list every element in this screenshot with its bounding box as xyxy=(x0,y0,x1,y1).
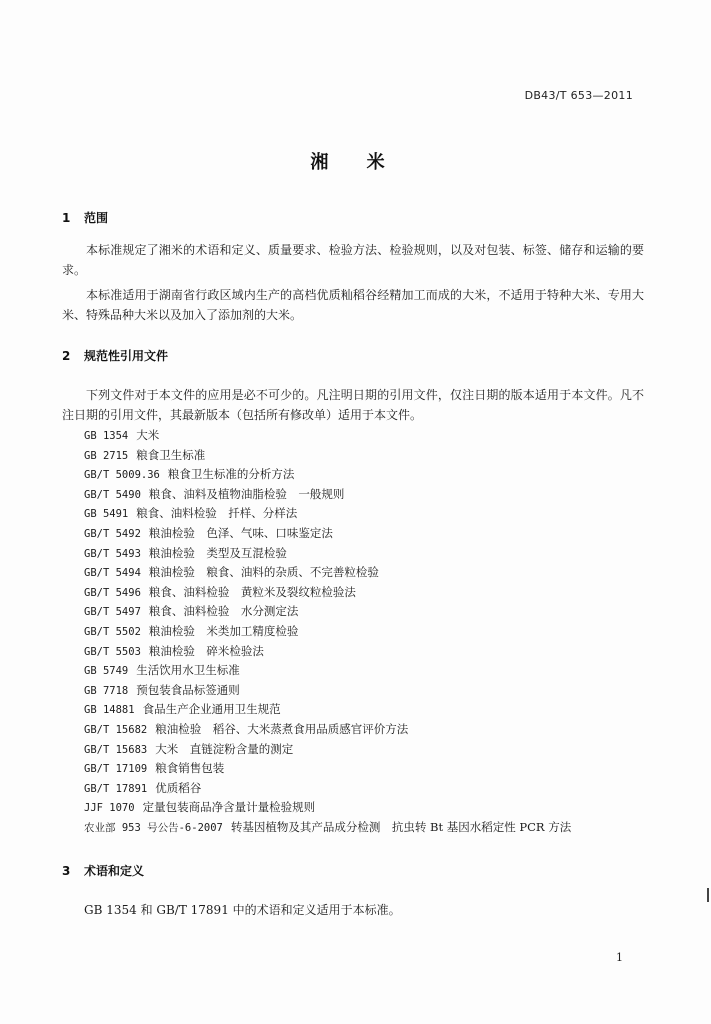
reference-code: 农业部 953 号公告-6-2007 xyxy=(84,821,223,834)
binding-edge-mark xyxy=(707,888,709,902)
reference-code: GB 2715 xyxy=(84,449,129,462)
reference-item xyxy=(84,818,571,838)
section-title: 术语和定义 xyxy=(84,864,145,878)
section-number: 2 xyxy=(62,349,71,363)
section-3-heading xyxy=(62,862,144,879)
reference-title: 大米 直链淀粉含量的测定 xyxy=(155,741,294,756)
reference-title: 粮食、油料及植物油脂检验 一般规则 xyxy=(148,486,345,501)
reference-code: GB/T 15683 xyxy=(84,743,148,756)
reference-item xyxy=(84,681,571,701)
reference-item xyxy=(84,740,571,760)
reference-item xyxy=(84,661,571,681)
reference-item xyxy=(84,700,571,720)
reference-item xyxy=(84,504,571,524)
section-number: 3 xyxy=(62,864,71,878)
section-title: 范围 xyxy=(84,211,109,225)
reference-title: 粮食、油料检验 水分测定法 xyxy=(148,604,299,619)
reference-item xyxy=(84,465,571,485)
section-number: 1 xyxy=(62,211,71,225)
reference-title: 粮食、油料检验 扦样、分样法 xyxy=(136,506,298,521)
reference-item xyxy=(84,759,571,779)
reference-title: 生活饮用水卫生标准 xyxy=(136,663,240,678)
standard-code: DB43/T 653—2011 xyxy=(524,89,633,102)
reference-title: 粮油检验 稻谷、大米蒸煮食用品质感官评价方法 xyxy=(155,721,409,736)
reference-title: 粮食卫生标准的分析方法 xyxy=(167,467,295,482)
section-title: 规范性引用文件 xyxy=(84,349,169,363)
reference-item xyxy=(84,798,571,818)
reference-code: GB 14881 xyxy=(84,704,135,717)
reference-item xyxy=(84,544,571,564)
reference-list xyxy=(84,426,571,837)
reference-item xyxy=(84,446,571,466)
reference-item xyxy=(84,485,571,505)
reference-item xyxy=(84,720,571,740)
reference-code: GB/T 5009.36 xyxy=(84,469,160,482)
reference-item xyxy=(84,779,571,799)
reference-title: 食品生产企业通用卫生规范 xyxy=(142,702,281,717)
reference-title: 定量包装商品净含量计量检验规则 xyxy=(142,800,316,815)
reference-title: 预包装食品标签通则 xyxy=(136,682,240,697)
reference-title: 粮食卫生标准 xyxy=(136,447,206,462)
reference-code: GB/T 5493 xyxy=(84,547,141,560)
reference-title: 大米 xyxy=(136,428,160,442)
section-1-paragraph-2: 本标准适用于湖南省行政区域内生产的高档优质籼稻谷经精加工而成的大米，不适用于特种大米、专用大米、特殊品种大米以及加入了添加剂的大米。 xyxy=(62,288,644,322)
reference-code: GB/T 15682 xyxy=(84,723,148,736)
reference-title: 粮食销售包装 xyxy=(155,761,225,776)
reference-code: GB 1354 xyxy=(84,430,129,442)
page-number: 1 xyxy=(616,951,623,964)
reference-item xyxy=(84,426,571,446)
reference-code: GB 5491 xyxy=(84,508,129,521)
reference-code: GB/T 5492 xyxy=(84,527,141,540)
reference-code: GB/T 17109 xyxy=(84,763,148,776)
reference-code: JJF 1070 xyxy=(84,802,135,815)
section-3-paragraph-1: GB 1354 和 GB/T 17891 中的术语和定义适用于本标准。 xyxy=(84,903,401,917)
reference-title: 粮食、油料检验 黄粒米及裂纹粒检验法 xyxy=(148,584,356,599)
reference-item xyxy=(84,563,571,583)
reference-title: 粮油检验 类型及互混检验 xyxy=(148,545,287,560)
section-2-heading xyxy=(62,347,168,364)
reference-code: GB/T 5494 xyxy=(84,567,141,580)
reference-code: GB/T 5496 xyxy=(84,586,141,599)
reference-title: 转基因植物及其产品成分检测 抗虫转 Bt 基因水稻定性 PCR 方法 xyxy=(230,819,572,834)
reference-code: GB/T 17891 xyxy=(84,782,148,795)
reference-title: 优质稻谷 xyxy=(155,780,202,795)
reference-item xyxy=(84,602,571,622)
reference-code: GB/T 5503 xyxy=(84,645,141,658)
section-2-intro: 下列文件对于本文件的应用是必不可少的。凡注明日期的引用文件，仅注日期的版本适用于本文件。凡不注日期的引用文件，其最新版本（包括所有修改单）适用于本文件。 xyxy=(62,388,644,422)
reference-item xyxy=(84,642,571,662)
reference-item xyxy=(84,583,571,603)
reference-title: 粮油检验 碎米检验法 xyxy=(148,643,264,658)
reference-item xyxy=(84,622,571,642)
document-title: 湘 米 xyxy=(310,152,401,173)
reference-code: GB/T 5497 xyxy=(84,606,141,619)
reference-code: GB 7718 xyxy=(84,684,129,697)
reference-code: GB/T 5490 xyxy=(84,488,141,501)
reference-item xyxy=(84,524,571,544)
reference-title: 粮油检验 色泽、气味、口味鉴定法 xyxy=(148,525,333,540)
reference-title: 粮油检验 粮食、油料的杂质、不完善粒检验 xyxy=(148,565,379,580)
reference-code: GB 5749 xyxy=(84,665,129,678)
reference-title: 粮油检验 米类加工精度检验 xyxy=(148,623,299,638)
section-1-heading xyxy=(62,209,108,226)
section-1-paragraph-1: 本标准规定了湘米的术语和定义、质量要求、检验方法、检验规则，以及对包装、标签、储存和运输的要求。 xyxy=(62,243,644,277)
reference-code: GB/T 5502 xyxy=(84,625,141,638)
